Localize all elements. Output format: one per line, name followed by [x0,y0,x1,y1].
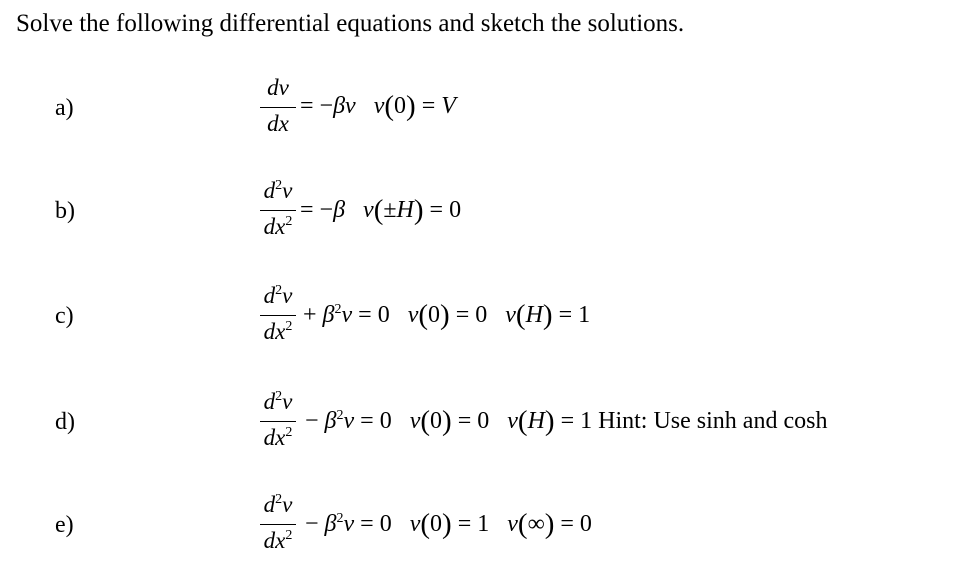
derivative-fraction [258,283,298,353]
fraction-bar [260,524,296,525]
equation-rhs: − $\beta^2v = 0$ [305,511,392,537]
problem-b [0,178,965,258]
problem-c [0,283,965,363]
equation-rhs-and-conditions [300,92,456,120]
fraction-numerator: $d^2v$ [263,492,293,517]
fraction-numerator: $d^2v$ [263,178,293,203]
derivative-fraction [258,75,298,145]
derivative-fraction [258,389,298,459]
problem-label: e) [55,512,74,538]
equation-rhs-and-conditions [305,510,592,538]
instructions-heading: Solve the following differential equations and sketch the solutions. [16,10,685,37]
hint-text: Hint: Use sinh and cosh [598,408,828,434]
equation-rhs: = −βv [300,93,356,119]
boundary-condition: v(±H) = 0 [363,194,462,226]
fraction-bar [260,421,296,422]
problem-d [0,389,965,469]
fraction-numerator: $d^2v$ [263,283,293,308]
fraction-denominator: $dx^2$ [263,425,293,450]
derivative-fraction [258,178,298,248]
fraction-denominator: $dx^2$ [263,528,293,553]
equation-rhs-and-conditions [303,301,590,329]
problem-label: c) [55,303,74,329]
derivative-fraction [258,492,298,562]
fraction-denominator: dx [267,111,289,136]
fraction-numerator: $d^2v$ [263,389,293,414]
equation-rhs-and-conditions [305,407,827,435]
fraction-bar [260,315,296,316]
equation-rhs-and-conditions [300,196,461,224]
problem-label: d) [55,409,75,435]
boundary-condition: v(0) = 0 [409,405,490,437]
boundary-condition: v(0) = V [373,90,456,122]
boundary-condition: v(H) = 1 [507,405,593,437]
equation-rhs: + $\beta^2v = 0$ [303,302,390,328]
fraction-denominator: $dx^2$ [263,319,293,344]
fraction-denominator: $dx^2$ [263,214,293,239]
equation-rhs: − $\beta^2v = 0$ [305,408,392,434]
boundary-condition: v(H) = 1 [505,299,591,331]
boundary-condition: v(∞) = 0 [507,508,592,540]
problem-a [0,75,965,155]
equation-rhs: = −β [300,197,346,223]
problem-e [0,492,965,572]
boundary-condition: v(0) = 0 [407,299,488,331]
boundary-condition: v(0) = 1 [409,508,490,540]
fraction-numerator: dv [267,75,289,100]
fraction-bar [260,107,296,108]
problem-label: b) [55,198,75,224]
problem-label: a) [55,95,74,121]
fraction-bar [260,210,296,211]
